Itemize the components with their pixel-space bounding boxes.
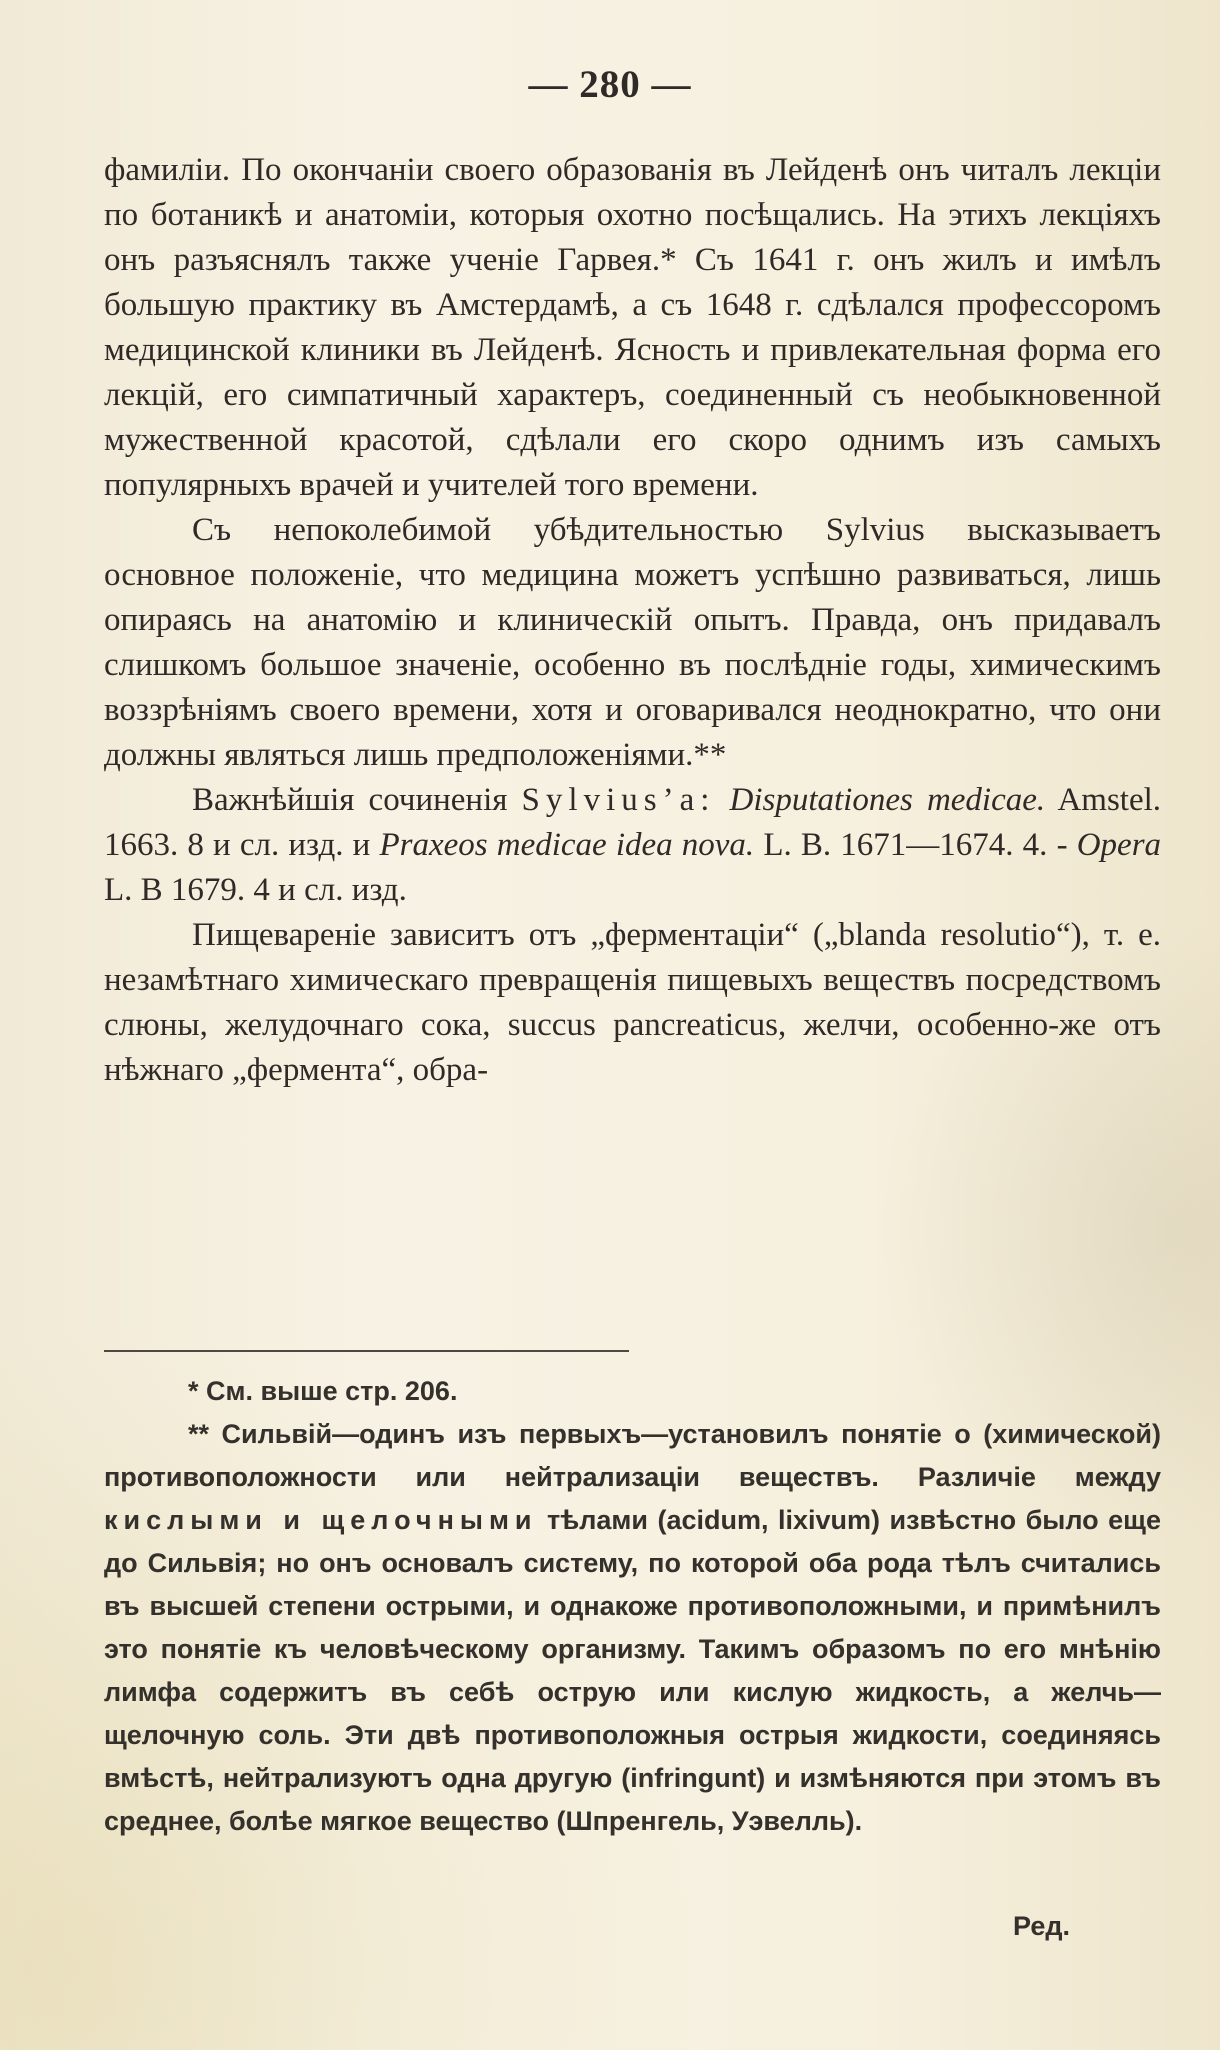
main-text	[104, 148, 1161, 1093]
editor-signature: Ред.	[1013, 1911, 1070, 1941]
paragraph-3	[104, 778, 1161, 913]
author-name: Sylvius’a:	[521, 782, 716, 818]
publication-info-1: Amstel. 1663. 8 и сл. изд. и	[104, 782, 1162, 863]
work-title-1: Disputationes medicae.	[729, 782, 1046, 818]
footnotes	[104, 1370, 1161, 1843]
footnote-2-spaced-text: кислыми и щелочными	[104, 1505, 538, 1535]
publication-info-2: L. B. 1671—1674. 4. -	[763, 827, 1068, 863]
paragraph-1: фамилiи. По окончанiи своего образованiя въ Лейденѣ онъ читалъ лекцiи по ботаникѣ и анатомiи, которыя охотно посѣщались. На этихъ лекцiяхъ онъ разъяснялъ также ученiе Гарвея.* Съ 1641 г. онъ жилъ и имѣлъ большую практику въ Амстердамѣ, а съ 1648 г. сдѣлался профессоромъ медицинской клиники въ Лейденѣ. Ясность и привлекательная форма его лекцiй, его симпатичный характеръ, соединенный съ необыкновенной мужественной красотой, сдѣлали его скоро однимъ изъ самыхъ популярныхъ врачей и учителей того времени.	[104, 152, 1161, 503]
page-number: — 280 —	[528, 63, 692, 106]
footnote-1: * См. выше стр. 206.	[188, 1376, 458, 1406]
footnote-divider	[104, 1350, 629, 1352]
footnote-2	[104, 1413, 1161, 1843]
works-lead: Важнѣйшiя сочиненiя	[192, 782, 508, 818]
work-title-3: Opera	[1076, 827, 1162, 863]
paragraph-2: Съ непоколебимой убѣдительностью Sylvius высказываетъ основное положенiе, что медицина можетъ успѣшно развиваться, лишь опираясь на анатомiю и клиническiй опытъ. Правда, онъ придавалъ слишкомъ большое значенiе, особенно въ послѣднiе годы, химическимъ воззрѣнiямъ своего времени, хотя и оговаривался неоднократно, что они должны являться лишь предположенiями.**	[104, 512, 1161, 773]
footnote-2-text-start: ** Сильвiй—одинъ изъ первыхъ—установилъ понятiе о (химической) противоположности или нейтрализацiи веществъ. Различiе между	[104, 1419, 1161, 1492]
footnote-2-text-end: тѣлами (acidum, lixivum) извѣстно было еще до Сильвiя; но онъ основалъ систему, по которой оба рода тѣлъ считались въ высшей степени острыми, и однакоже противоположными, и примѣнилъ это понятiе къ человѣческому организму. Такимъ образомъ по его мнѣнiю лимфа содержитъ въ себѣ острую или кислую жидкость, а желчь—щелочную соль. Эти двѣ противоположныя острыя жидкости, соединяясь вмѣстѣ, нейтрализуютъ одна другую (infringunt) и измѣняются при этомъ въ среднее, болѣе мягкое вещество (Шпренгель, Уэвелль).	[104, 1505, 1161, 1836]
work-title-2: Praxeos medicae idea nova.	[379, 827, 755, 863]
paragraph-4: Пищеваренiе зависитъ отъ „ферментацiи“ („blanda resolutio“), т. е. незамѣтнаго химическаго превращенiя пищевыхъ веществъ посредствомъ слюны, желудочнаго сока, succus pancreaticus, желчи, особенно-же отъ нѣжнаго „фермента“, обра-	[104, 917, 1161, 1088]
publication-info-3: L. B 1679. 4 и сл. изд.	[104, 872, 407, 908]
